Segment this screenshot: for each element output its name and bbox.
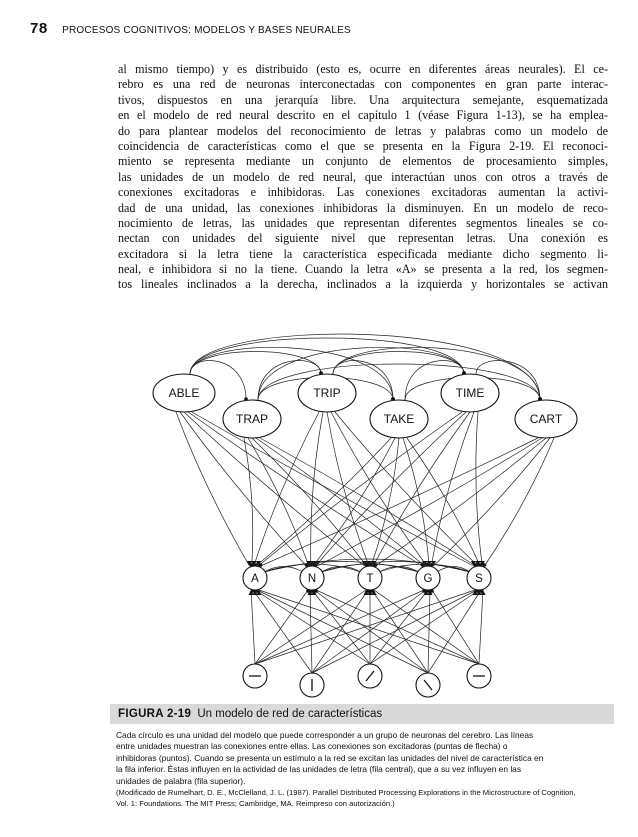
feature-unit-left-slant xyxy=(416,673,440,697)
feature-letter-connection xyxy=(259,590,479,664)
feature-network-figure xyxy=(148,304,588,700)
word-unit-take xyxy=(370,400,428,438)
caption-line: la fila inferior. Éstas influyen en la actividad de las unidades de letra (fila central), que a su vez influyen en las xyxy=(116,764,522,775)
word-letter-connection xyxy=(260,438,476,566)
word-letter-connection xyxy=(485,438,555,566)
running-head-title: PROCESOS COGNITIVOS: MODELOS Y BASES NEURALES xyxy=(62,25,351,36)
body-line: do para plantear modelos del reconocimiento de letras y palabras como un modelo de xyxy=(118,123,608,138)
feature-letter-connection xyxy=(479,590,483,664)
word-label: TIME xyxy=(455,386,485,400)
word-letter-connection xyxy=(431,412,474,566)
word-label: ABLE xyxy=(168,386,200,400)
body-line: nocimiento de letras, las unidades que representan diferentes segmentos lineales se co- xyxy=(118,215,608,230)
word-label: TRAP xyxy=(235,412,269,426)
body-line: en el modelo de red neural descrito en el capítulo 1 (véase Figura 1-13), se ha emplea- xyxy=(118,108,608,123)
feature-unit-horizontal xyxy=(243,664,267,688)
word-word-connection xyxy=(333,352,464,375)
word-letter-connection xyxy=(403,438,429,566)
feature-letter-connection xyxy=(251,590,255,664)
feature-unit-horizontal-2 xyxy=(467,664,491,688)
body-line: excitadora si la letra tiene la característica especificada mediante dicho segmento li- xyxy=(118,246,608,261)
body-line: rebro es una red de neuronas interconectadas con componentes en gran parte interac- xyxy=(118,77,608,92)
word-letter-connection xyxy=(434,438,551,566)
word-unit-cart xyxy=(515,400,577,438)
word-label: TAKE xyxy=(383,412,415,426)
feature-letter-connection xyxy=(312,590,477,673)
feature-unit-vertical xyxy=(300,673,324,697)
caption-line: inhibidoras (puntos). Cuando se presenta un estímulo a la red se excitan las unidades del nivel de característica en xyxy=(116,752,544,763)
word-letter-connection xyxy=(184,412,365,566)
word-word-connection xyxy=(190,347,393,400)
feature-letter-connection xyxy=(314,590,428,673)
letter-unit-g xyxy=(416,566,440,590)
body-line: dad de una unidad, las conexiones inhibidoras la disminuyen. En un modelo de reco- xyxy=(118,200,608,215)
word-letter-connection xyxy=(252,438,367,566)
word-label: CART xyxy=(529,412,563,426)
network-diagram xyxy=(148,304,588,700)
feature-unit-right-slant xyxy=(358,664,382,688)
word-letter-connection xyxy=(244,438,253,566)
feature-letter-connection xyxy=(428,590,430,673)
body-line: neal, e inhibidora si no la tiene. Cuando la letra «A» se presenta a la red, los segmen- xyxy=(118,262,608,277)
word-letter-connection xyxy=(313,438,395,566)
word-unit-trip xyxy=(298,374,356,412)
feature-letter-connection xyxy=(428,590,481,673)
feature-letter-connection xyxy=(255,590,308,664)
letter-label: G xyxy=(423,573,433,585)
feature-letter-connection xyxy=(310,590,312,673)
body-paragraph xyxy=(118,62,608,293)
caption-line: unidades de palabra (fila superior). xyxy=(116,775,246,786)
word-unit-trap xyxy=(223,400,281,438)
caption-line: Cada círculo es una unidad del modelo que puede corresponder a un grupo de neuronas del cerebro. Las líneas xyxy=(116,730,534,740)
caption-line: entre unidades muestran las conexiones entre ellas. Las conexiones son excitadoras (puntas de flecha) o xyxy=(116,741,508,752)
body-line: las unidades de un modelo de red neural, que interactúan unos con otros a través de xyxy=(118,169,608,184)
body-line: al mismo tiempo) y es distribuido (esto es, ocurre en diferentes áreas neurales). El ce- xyxy=(118,62,608,76)
body-line: miento se representa mediante un conjunto de elementos de procesamiento simples, xyxy=(118,154,608,169)
word-letter-connection xyxy=(256,438,391,566)
running-head xyxy=(30,20,610,40)
word-label: TRIP xyxy=(313,386,341,400)
body-line: nectan con unidades del siguiente nivel que representan letras. Una conexión es xyxy=(118,231,608,246)
feature-letter-connection xyxy=(372,590,428,673)
letter-label: N xyxy=(307,573,317,585)
word-unit-time xyxy=(441,374,499,412)
figure-title: Un modelo de red de características xyxy=(197,708,383,720)
connections xyxy=(176,334,554,673)
figure-label: FIGURA 2-19 xyxy=(118,708,192,720)
letter-unit-a xyxy=(243,566,267,590)
letter-label: T xyxy=(366,573,374,585)
letter-unit-s xyxy=(467,566,491,590)
letter-unit-n xyxy=(300,566,324,590)
body-line: tos lineales inclinados a la derecha, inclinados a la izquierda y horizontales se activan xyxy=(118,277,608,292)
figure-caption xyxy=(116,730,610,810)
caption-source: Vol. 1: Foundations. The MIT Press; Cambridge, MA. Reimpreso con autorización.) xyxy=(116,799,395,809)
letter-label: A xyxy=(251,573,259,585)
word-word-connection xyxy=(190,352,321,375)
feature-letter-connection xyxy=(312,590,368,673)
body-line: tivos, dispuestos en una jerarquía libre. Una arquitectura semejante, esquematizada xyxy=(118,92,608,107)
letter-label: S xyxy=(475,573,483,585)
letter-unit-t xyxy=(358,566,382,590)
word-unit-able xyxy=(153,374,215,412)
figure-caption-bar xyxy=(110,704,614,724)
body-line: conexiones excitadoras e inhibidoras. Las conexiones excitadoras aumentan la activi- xyxy=(118,185,608,200)
body-line: coincidencia de características como el que se presenta en la Figura 2-19. El reconoci- xyxy=(118,138,608,153)
caption-source: (Modificado de Rumelhart, D. E., McClelland, J. L. (1987). Parallel Distributed Processing Explorations in the Microstructure of Cognition, xyxy=(116,787,576,797)
page-number: 78 xyxy=(30,20,48,37)
